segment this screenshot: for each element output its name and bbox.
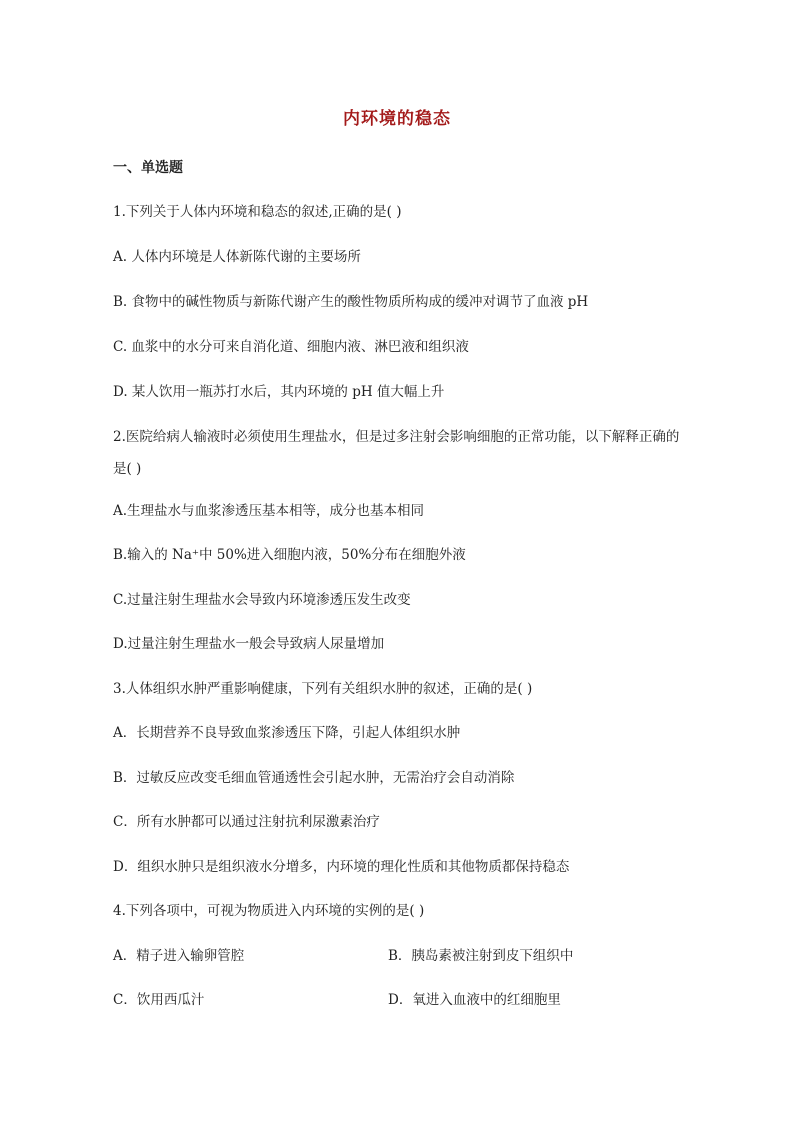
question-4-option-b: B．胰岛素被注射到皮下组织中	[388, 948, 574, 964]
question-2-option-a: A.生理盐水与血浆渗透压基本相等，成分也基本相同	[113, 503, 425, 519]
question-2-stem: 2.医院给病人输液时必须使用生理盐水，但是过多注射会影响细胞的正常功能，以下解释正确的是( )	[113, 429, 680, 477]
question-3-option-b: B．过敏反应改变毛细血管通透性会引起水肿，无需治疗会自动消除	[113, 770, 515, 786]
question-2-option-c: C.过量注射生理盐水会导致内环境渗透压发生改变	[113, 592, 411, 608]
question-3-option-c: C．所有水肿都可以通过注射抗利尿激素治疗	[113, 814, 380, 830]
question-1-option-d: D. 某人饮用一瓶苏打水后，其内环境的 pH 值大幅上升	[113, 384, 445, 400]
question-1-option-c: C. 血浆中的水分可来自消化道、细胞内液、淋巴液和组织液	[113, 339, 469, 355]
page-title: 内环境的稳态	[343, 109, 451, 129]
question-4-option-a: A．精子进入输卵管腔	[113, 948, 245, 964]
question-4-option-c: C．饮用西瓜汁	[113, 992, 205, 1008]
question-2-option-d: D.过量注射生理盐水一般会导致病人尿量增加	[113, 636, 385, 652]
question-3-option-a: A．长期营养不良导致血浆渗透压下降，引起人体组织水肿	[113, 725, 461, 741]
question-4-stem: 4.下列各项中，可视为物质进入内环境的实例的是( )	[113, 903, 425, 919]
question-3-stem: 3.人体组织水肿严重影响健康，下列有关组织水肿的叙述，正确的是( )	[113, 681, 533, 697]
question-1-option-b: B. 食物中的碱性物质与新陈代谢产生的酸性物质所构成的缓冲对调节了血液 pH	[113, 294, 589, 310]
question-2-option-b: B.输入的 Na⁺中 50%进入细胞内液，50%分布在细胞外液	[113, 547, 466, 563]
question-4-option-d: D．氧进入血液中的红细胞里	[388, 992, 561, 1008]
question-1-stem: 1.下列关于人体内环境和稳态的叙述,正确的是( )	[113, 204, 402, 220]
section-heading: 一、单选题	[113, 160, 183, 176]
question-3-option-d: D．组织水肿只是组织液水分增多，内环境的理化性质和其他物质都保持稳态	[113, 859, 570, 875]
question-1-option-a: A. 人体内环境是人体新陈代谢的主要场所	[113, 249, 361, 265]
